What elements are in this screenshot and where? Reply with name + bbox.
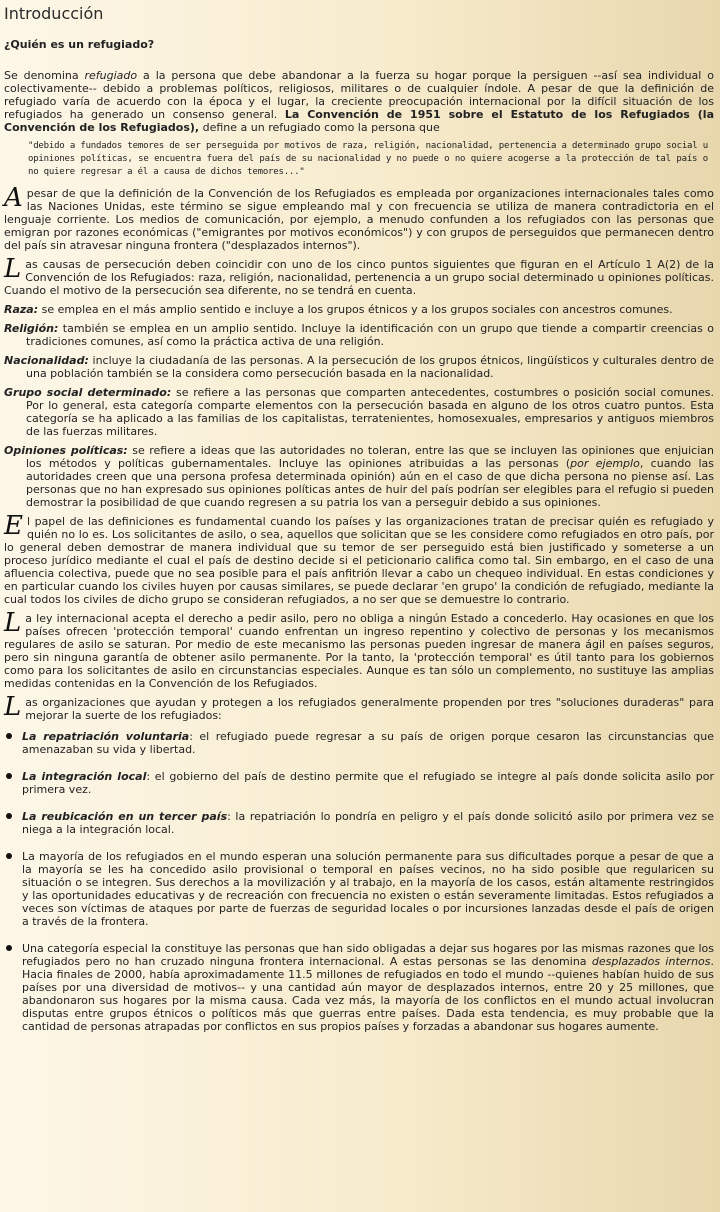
definition-term: Nacionalidad: bbox=[4, 354, 89, 367]
paragraph-solutions bbox=[4, 692, 714, 722]
intro-paragraph bbox=[4, 69, 714, 134]
definition-item bbox=[4, 303, 714, 316]
definition-text: , cuando las autoridades creen que una persona profesa determinada opinión) aún en el caso de que dicha persona no piense así. Las personas que no han expresado sus opiniones políticas antes de huir del país podrían ser elegibles para el refugio si pueden demostrar la posibilidad de que cuando regresen a su patria los van a perseguir debido a sus opiniones. bbox=[26, 457, 714, 509]
intro-text: define a un refugiado como la persona que bbox=[199, 121, 440, 134]
intro-text: a la persona que debe abandonar a la fuerza su hogar porque la persiguen --así sea individual o colectivamente-- debido a problemas políticos, religiosos, militares o de cualquier índole. A pesar de que la definición de refugiado varía de acuerdo con la época y el lugar, la creciente preocupación internacional por la difícil situación de los refugiados ha generado un consenso general. bbox=[4, 69, 714, 121]
definition-text: se emplea en el más amplio sentido e incluye a los grupos étnicos y a los grupos sociales con ancestros comunes. bbox=[38, 303, 673, 316]
convention-name: La Convención de 1951 sobre el Estatuto de los Refugiados (la Convención de los Refugiados), bbox=[4, 108, 714, 134]
list-text: Una categoría especial la constituye las personas que han sido obligadas a dejar sus hogares por las mismas razones que los refugiados pero no han cruzado ninguna frontera internacional. A estas personas se las denomina bbox=[22, 942, 714, 968]
intro-emphasis: refugiado bbox=[84, 69, 138, 82]
drop-cap: L bbox=[4, 254, 22, 284]
definition-text: se refiere a las personas que comparten antecedentes, costumbres o posición social comunes. Por lo general, esta categoría comparte elementos con la persecución basada en alguno de los otros cuatro puntos. Esta categoría se ha aplicado a las familias de los capitalistas, terratenientes, homosexuales, empresarios y antiguos miembros de las fuerzas militares. bbox=[26, 386, 714, 438]
paragraph-text: a ley internacional acepta el derecho a pedir asilo, pero no obliga a ningún Estado a concederlo. Hay ocasiones en que los países ofrecen 'protección temporal' cuando enfrentan un ingreso repentino y colectivo de personas y los mecanismos regulares de asilo se saturan. Por medio de este mecanismo las personas pueden ingresar de manera ágil en países seguros, pero sin ninguna garantía de obtener asilo permanente. Por la tanto, la 'protección temporal' es útil tanto para los gobiernos como para los solicitantes de asilo en circunstancias especiales. Aunque es tan sólo un complemento, no sustituye las amplias medidas contenidas en la Convención de los Refugiados. bbox=[4, 612, 714, 690]
paragraph-text: as organizaciones que ayudan y protegen a los refugiados generalmente propenden por tres "soluciones duraderas" para mejorar la suerte de los refugiados: bbox=[25, 696, 714, 722]
paragraph-misuse bbox=[4, 183, 714, 252]
page-title: Introducción bbox=[4, 4, 104, 23]
intro-section bbox=[4, 69, 714, 179]
list-text: . Hacia finales de 2000, había aproximadamente 11.5 millones de refugiados en todo el mundo --quienes habían huido de sus países por una diversidad de motivos-- y una cantidad aún mayor de desplazados internos, entre 20 y 25 millones, que abandonaron sus hogares por la misma causa. Cada vez más, la mayoría de los conflictos en el mundo actual involucran disputas entre grupos étnicos o políticos más que guerras entre países. Dada esta tendencia, es muy probable que la cantidad de personas atrapadas por conflictos en sus propios países y forzadas a abandonar sus hogares aumente. bbox=[22, 955, 714, 1033]
paragraph-causes bbox=[4, 254, 714, 297]
definition-text: incluye la ciudadanía de las personas. A la persecución de los grupos étnicos, lingüísticos y culturales dentro de una población también se la considera como persecución basada en la nacionalidad. bbox=[26, 354, 714, 380]
definition-item bbox=[4, 386, 714, 438]
paragraph-text: pesar de que la definición de la Convención de los Refugiados es empleada por organizaciones internacionales tales como las Naciones Unidas, este término se sigue empleando mal y con frecuencia se utiliza de manera contradictoria en el lenguaje corriente. Los medios de comunicación, por ejemplo, a menudo confunden a los refugiados con las personas que emigran por razones económicas ("emigrantes por motivos económicos") y con grupos de perseguidos que permanecen dentro del país sin atravesar ninguna frontera ("desplazados internos"). bbox=[4, 187, 714, 252]
document-page bbox=[0, 4, 716, 1033]
solutions-list bbox=[4, 730, 714, 1033]
definition-text: se refiere a ideas que las autoridades no toleran, entre las que se incluyen las opiniones que enjuician los métodos y políticas gubernamentales. Incluye las opiniones atribuidas a las personas ( bbox=[26, 444, 714, 470]
definition-item bbox=[4, 354, 714, 380]
paragraph-text: l papel de las definiciones es fundamental cuando los países y las organizaciones tratan de precisar quién es refugiado y quién no lo es. Los solicitantes de asilo, o sea, aquellos que solicitan que se les considere como refugiados en otro país, por lo general deben demostrar de manera individual que su temor de ser perseguido está bien justificado y someterse a un proceso jurídico mediante el cual el país de destino decide si el peticionario califica como tal. Sin embargo, en el caso de una afluencia colectiva, puede que no sea posible para el país anfitrión llevar a cabo un chequeo individual. En estas condiciones y en particular cuando los civiles huyen por causas similares, se puede declarar 'en grupo' la condición de refugiado, mediante la cual todos los civiles de dicho grupo se consideran refugiados, a no ser que se demuestre lo contrario. bbox=[4, 515, 714, 606]
paragraph-text: as causas de persecución deben coincidir con uno de los cinco puntos siguientes que figuran en el Artículo 1 A(2) de la Convención de los Refugiados: raza, religión, nacionalidad, pertenencia a un grupo social determinado u opiniones políticas. Cuando el motivo de la persecución sea diferente, no se tendrá en cuenta. bbox=[4, 258, 714, 297]
solution-label: La integración local bbox=[22, 770, 147, 783]
list-item bbox=[4, 810, 714, 836]
solution-label: La repatriación voluntaria bbox=[22, 730, 190, 743]
definition-term: Grupo social determinado: bbox=[4, 386, 172, 399]
intro-text: Se denomina bbox=[4, 69, 85, 82]
paragraph-international-law bbox=[4, 608, 714, 690]
definition-term: Religión: bbox=[4, 322, 59, 335]
definitions-list bbox=[4, 303, 714, 509]
list-item bbox=[4, 850, 714, 928]
section-heading: ¿Quién es un refugiado? bbox=[4, 38, 155, 51]
drop-cap: A bbox=[4, 183, 23, 213]
definition-quote: "debido a fundados temores de ser perseguida por motivos de raza, religión, nacionalidad, pertenencia a determinado grupo social u opiniones políticas, se encuentra fuera del país de su nacionalidad y no puede o no quiere acogerse a la protección de tal país o no quiere regresar a él a causa de dichos temores..." bbox=[28, 141, 708, 177]
list-item bbox=[4, 942, 714, 1033]
drop-cap: E bbox=[4, 511, 23, 541]
list-item bbox=[4, 730, 714, 756]
list-text: La mayoría de los refugiados en el mundo esperan una solución permanente para sus dificultades porque a pesar de que a la mayoría se les ha concedido asilo provisional o temporal en países vecinos, no ha sido posible que regularicen su situación o se integren. Sus derechos a la movilización y al trabajo, en la mayoría de los casos, están altamente restringidos y las oportunidades educativas y de recreación con frecuencia no existen o están severamente limitadas. Estos refugiados a veces son víctimas de ataques por parte de fuerzas de seguridad locales o por incursiones lanzadas desde el país de origen a través de la frontera. bbox=[22, 850, 714, 928]
definition-term: Raza: bbox=[4, 303, 39, 316]
list-item bbox=[4, 770, 714, 796]
definition-item bbox=[4, 444, 714, 509]
paragraph-definitions-role bbox=[4, 511, 714, 606]
definition-term: Opiniones políticas: bbox=[4, 444, 128, 457]
solution-text: : el refugiado puede regresar a su país de origen porque cesaron las circunstancias que amenazaban su vida y libertad. bbox=[22, 730, 714, 756]
list-emphasis: desplazados internos bbox=[591, 955, 711, 968]
solution-text: : la repatriación lo pondría en peligro y el país donde solicitó asilo por primera vez se niega a la integración local. bbox=[22, 810, 714, 836]
solution-text: : el gobierno del país de destino permite que el refugiado se integre al país donde solicita asilo por primera vez. bbox=[22, 770, 715, 796]
definition-text: también se emplea en un amplio sentido. Incluye la identificación con un grupo que tiende a compartir creencias o tradiciones comunes, así como la práctica activa de una religión. bbox=[26, 322, 714, 348]
drop-cap: L bbox=[4, 608, 22, 638]
solution-label: La reubicación en un tercer país bbox=[22, 810, 228, 823]
drop-cap: L bbox=[4, 692, 22, 722]
definition-emphasis: por ejemplo bbox=[570, 457, 640, 470]
definition-item bbox=[4, 322, 714, 348]
